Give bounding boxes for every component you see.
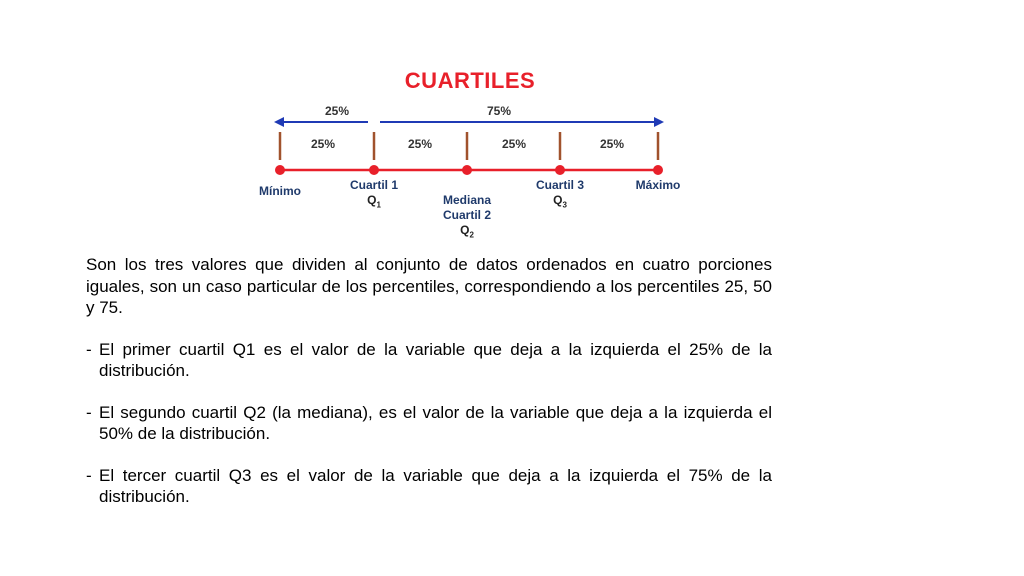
marker-q2-symbol: $Q_2$ [460, 223, 474, 240]
dot-q1 [369, 165, 379, 175]
bullet-text: El segundo cuartil Q2 (la mediana), es el valor de la variable que deja a la izquierda el 50% de la distribución. [99, 402, 772, 443]
marker-q3-symbol: $Q_3$ [553, 193, 567, 210]
bullet-text: El tercer cuartil Q3 es el valor de la variable que deja a la izquierda el 75% de la distribución. [99, 465, 772, 506]
marker-q3 [536, 178, 584, 212]
marker-q1-label: Cuartil 1 [349, 178, 399, 192]
marker-maximo [636, 178, 681, 193]
marker-q2 [443, 178, 491, 257]
segment-label-4: 25% [599, 137, 625, 151]
arrow-right-head [654, 117, 664, 127]
bullet-q3 [86, 465, 772, 508]
bullet-q2 [86, 402, 772, 445]
marker-q1 [350, 178, 398, 212]
marker-q1-symbol: $Q_1$ [367, 193, 381, 210]
diagram-title: CUARTILES [404, 68, 536, 93]
quartiles-diagram [240, 60, 700, 240]
top-label-25: 25% [324, 104, 350, 118]
bullet-dash: - [86, 465, 92, 485]
dot-maximo [653, 165, 663, 175]
segment-label-3: 25% [501, 137, 527, 151]
dot-q3 [555, 165, 565, 175]
bullet-dash: - [86, 339, 92, 359]
marker-minimo [259, 184, 301, 199]
dot-q2 [462, 165, 472, 175]
bullet-dash: - [86, 402, 92, 422]
body-text [86, 254, 772, 528]
marker-maximo-label: Máximo [635, 178, 681, 192]
segment-label-2: 25% [407, 137, 433, 151]
arrow-left-head [274, 117, 284, 127]
top-label-75: 75% [486, 104, 512, 118]
marker-q2-label: Mediana Cuartil 2 [442, 193, 492, 222]
marker-q3-label: Cuartil 3 [535, 178, 585, 192]
marker-minimo-label: Mínimo [259, 184, 301, 198]
dot-minimo [275, 165, 285, 175]
bullet-text: El primer cuartil Q1 es el valor de la variable que deja a la izquierda el 25% de la distribución. [99, 339, 772, 380]
segment-label-1: 25% [310, 137, 336, 151]
intro-paragraph: Son los tres valores que dividen al conjunto de datos ordenados en cuatro porciones iguales, son un caso particular de los percentiles, correspondiendo a los percentiles 25, 50 y 75. [86, 255, 772, 317]
bullet-q1 [86, 339, 772, 382]
